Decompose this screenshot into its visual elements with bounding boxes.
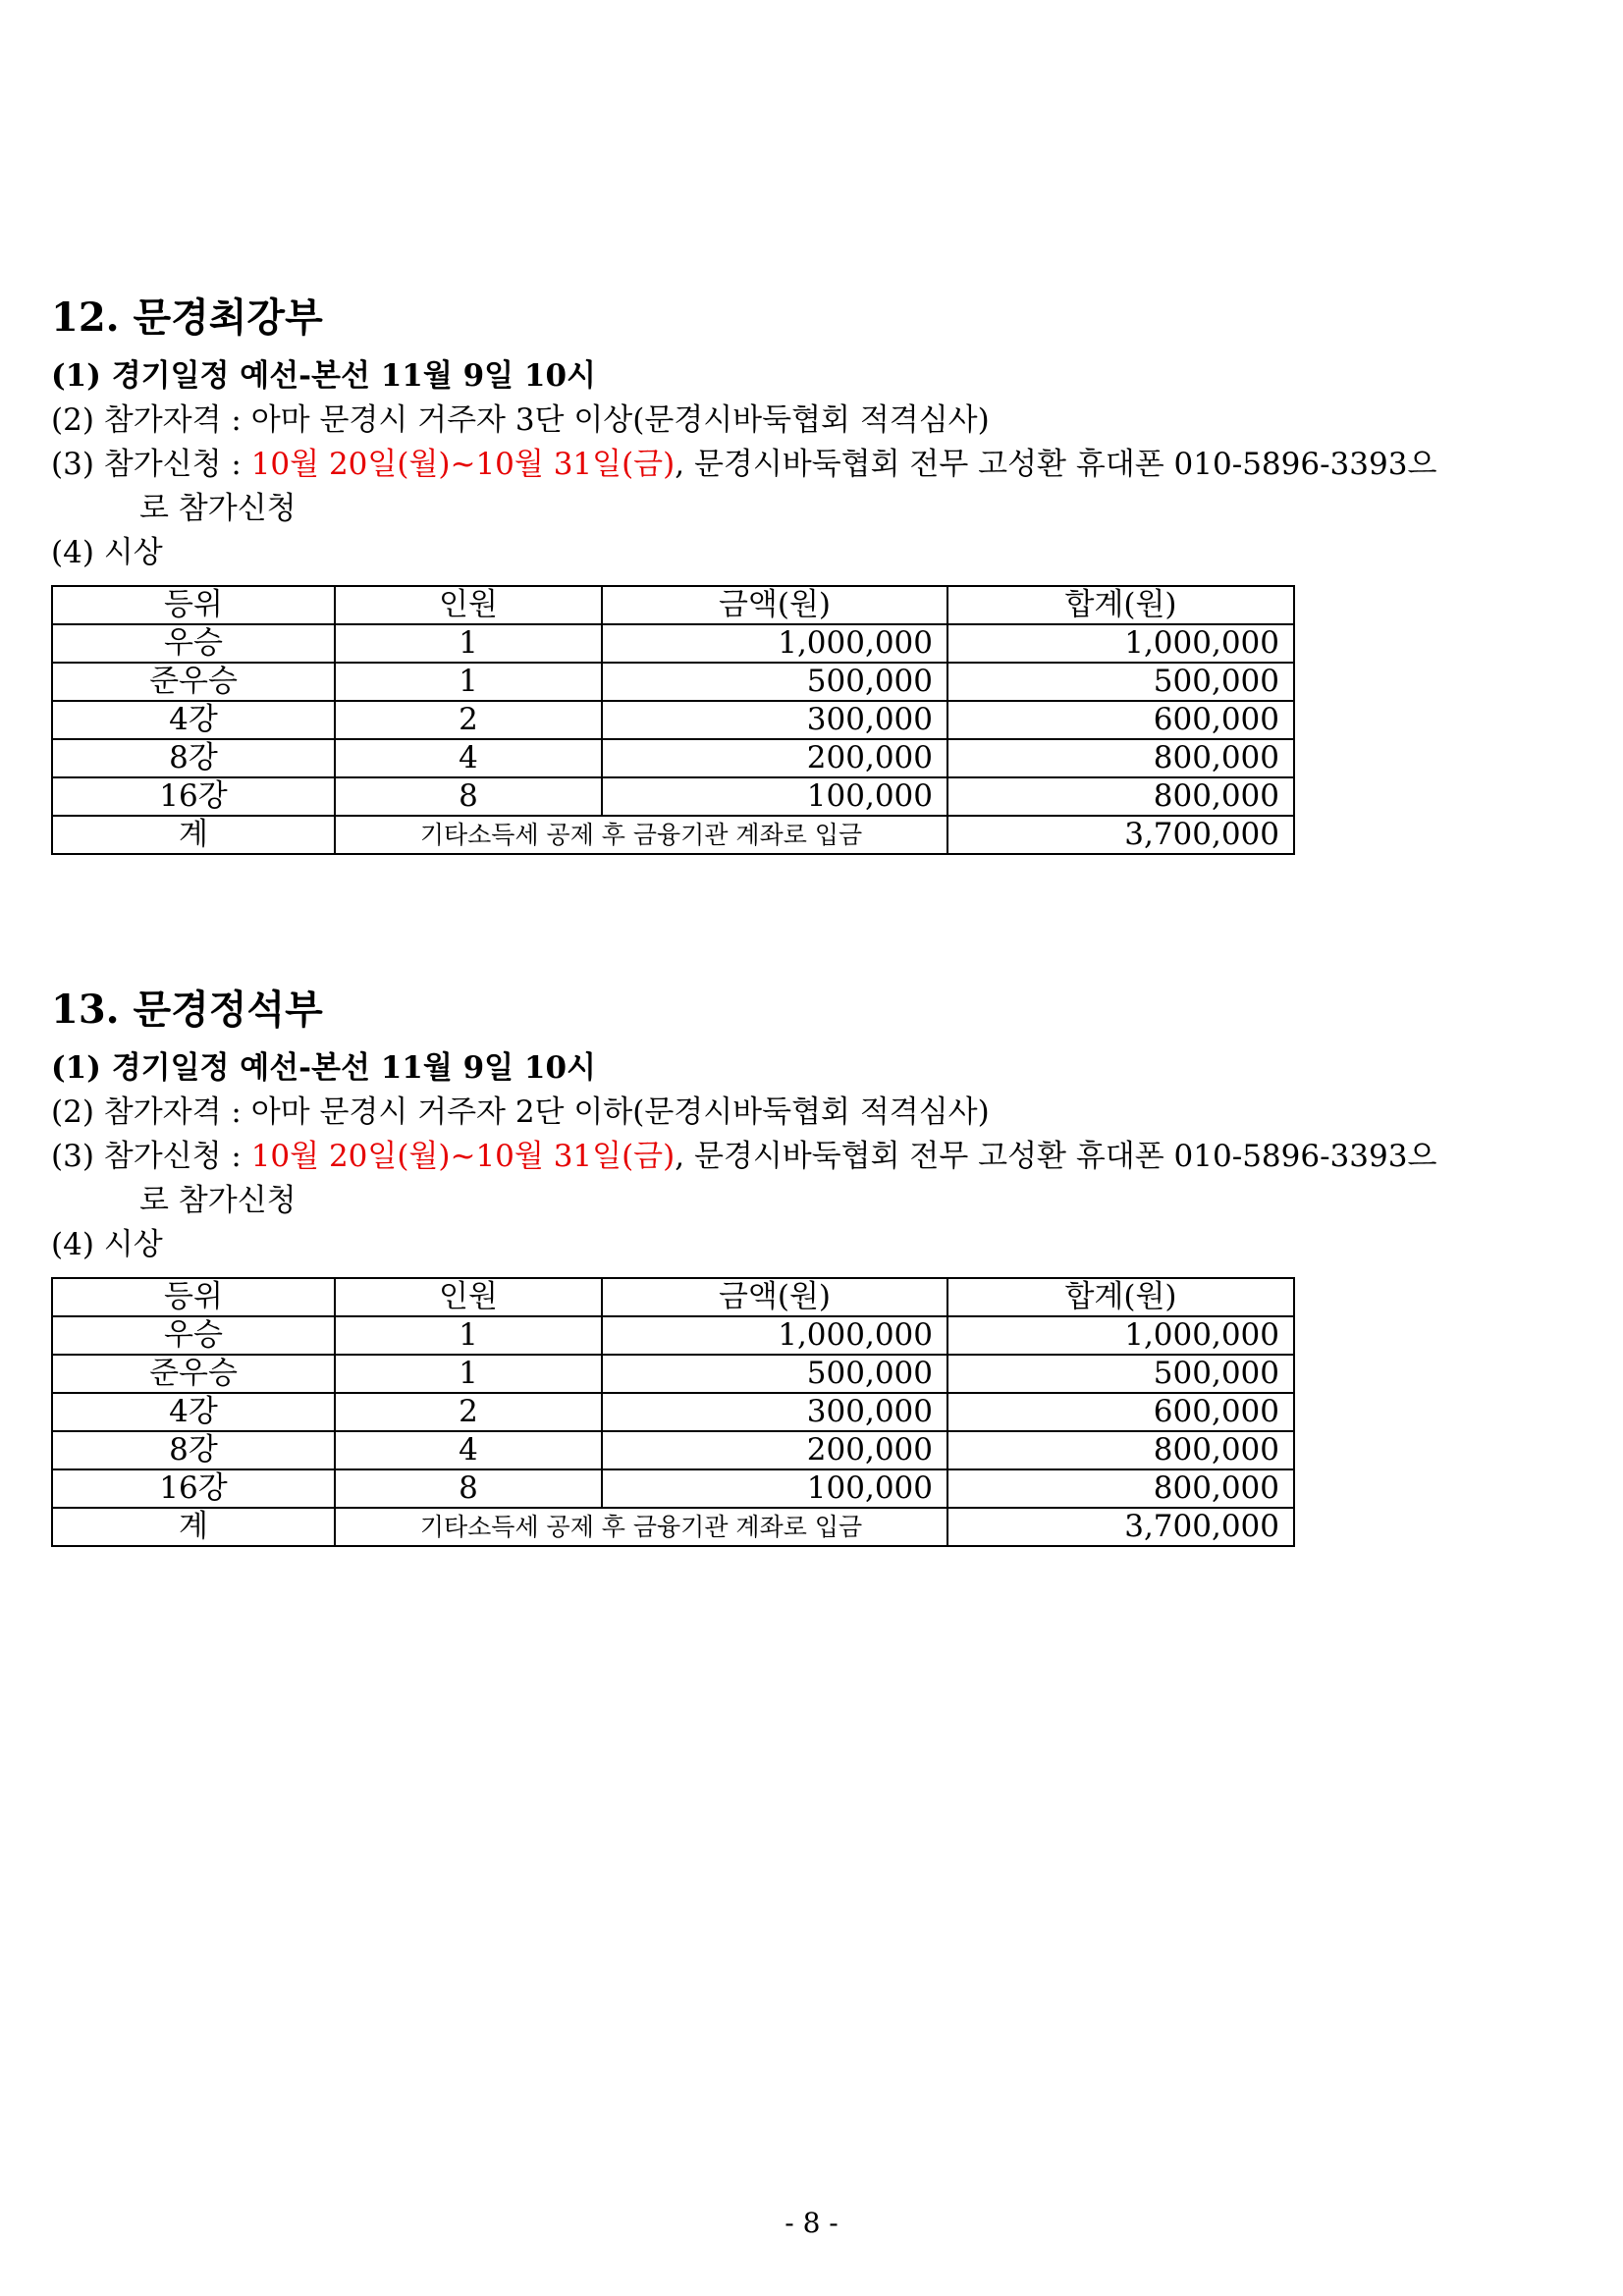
application-line (51, 1135, 1563, 1179)
cell-count: 4 (335, 739, 602, 777)
cell-amount: 300,000 (602, 701, 947, 739)
sum-label: 계 (52, 816, 335, 854)
table-row (52, 624, 1294, 663)
table-header-row (52, 586, 1294, 624)
application-prefix: (3) 참가신청 : (51, 1139, 251, 1174)
application-continuation: 로 참가신청 (139, 491, 297, 526)
cell-count: 4 (335, 1431, 602, 1469)
cell-rank: 우승 (52, 624, 335, 663)
table-row (52, 1393, 1294, 1431)
cell-amount: 500,000 (602, 663, 947, 701)
sum-total: 3,700,000 (947, 1508, 1294, 1546)
schedule-line: (1) 경기일정 예선-본선 11월 9일 10시 (51, 358, 596, 394)
table-sum-row (52, 1508, 1294, 1546)
cell-rank: 준우승 (52, 1355, 335, 1393)
header-amount: 금액(원) (602, 1278, 947, 1316)
cell-rank: 16강 (52, 1469, 335, 1508)
table-row (52, 1469, 1294, 1508)
table-row (52, 777, 1294, 816)
cell-count: 8 (335, 1469, 602, 1508)
qualification-line: (2) 참가자격 : 아마 문경시 거주자 3단 이상(문경시바둑협회 적격심사) (51, 402, 990, 438)
cell-count: 1 (335, 624, 602, 663)
cell-count: 1 (335, 1316, 602, 1355)
cell-rank: 4강 (52, 701, 335, 739)
cell-count: 1 (335, 1355, 602, 1393)
cell-total: 1,000,000 (947, 1316, 1294, 1355)
sum-label: 계 (52, 1508, 335, 1546)
cell-total: 500,000 (947, 1355, 1294, 1393)
cell-rank: 4강 (52, 1393, 335, 1431)
cell-total: 800,000 (947, 777, 1294, 816)
cell-total: 800,000 (947, 1431, 1294, 1469)
cell-amount: 1,000,000 (602, 624, 947, 663)
cell-amount: 300,000 (602, 1393, 947, 1431)
sum-note: 기타소득세 공제 후 금융기관 계좌로 입금 (335, 816, 947, 854)
table-row (52, 1355, 1294, 1393)
cell-total: 800,000 (947, 1469, 1294, 1508)
cell-amount: 200,000 (602, 1431, 947, 1469)
section-13 (51, 982, 1563, 1547)
cell-rank: 준우승 (52, 663, 335, 701)
cell-rank: 16강 (52, 777, 335, 816)
qualification-line: (2) 참가자격 : 아마 문경시 거주자 2단 이하(문경시바둑협회 적격심사) (51, 1095, 990, 1130)
application-suffix: , 문경시바둑협회 전무 고성환 휴대폰 010-5896-3393으 (675, 1139, 1437, 1174)
awards-label: (4) 시상 (51, 535, 163, 570)
prize-table (51, 1277, 1295, 1547)
section-12 (51, 290, 1563, 855)
table-row (52, 1316, 1294, 1355)
cell-count: 8 (335, 777, 602, 816)
cell-rank: 8강 (52, 1431, 335, 1469)
cell-amount: 100,000 (602, 1469, 947, 1508)
table-sum-row (52, 816, 1294, 854)
application-continuation: 로 참가신청 (139, 1183, 297, 1218)
table-row (52, 1431, 1294, 1469)
application-line (51, 443, 1563, 487)
table-row (52, 663, 1294, 701)
cell-amount: 1,000,000 (602, 1316, 947, 1355)
header-count: 인원 (335, 1278, 602, 1316)
section-title: 13. 문경정석부 (51, 987, 323, 1033)
sum-note: 기타소득세 공제 후 금융기관 계좌로 입금 (335, 1508, 947, 1546)
section-title: 12. 문경최강부 (51, 294, 323, 341)
cell-total: 500,000 (947, 663, 1294, 701)
application-dates: 10월 20일(월)~10월 31일(금) (250, 447, 676, 482)
cell-amount: 500,000 (602, 1355, 947, 1393)
page-number: - 8 - (784, 2207, 839, 2239)
header-rank: 등위 (52, 1278, 335, 1316)
header-total: 합계(원) (947, 586, 1294, 624)
cell-count: 2 (335, 701, 602, 739)
table-row (52, 739, 1294, 777)
cell-total: 1,000,000 (947, 624, 1294, 663)
application-suffix: , 문경시바둑협회 전무 고성환 휴대폰 010-5896-3393으 (675, 447, 1437, 482)
header-total: 합계(원) (947, 1278, 1294, 1316)
cell-rank: 8강 (52, 739, 335, 777)
awards-label: (4) 시상 (51, 1227, 163, 1262)
sum-total: 3,700,000 (947, 816, 1294, 854)
table-row (52, 701, 1294, 739)
cell-amount: 100,000 (602, 777, 947, 816)
cell-count: 2 (335, 1393, 602, 1431)
prize-table (51, 585, 1295, 855)
header-amount: 금액(원) (602, 586, 947, 624)
cell-total: 600,000 (947, 1393, 1294, 1431)
cell-count: 1 (335, 663, 602, 701)
table-header-row (52, 1278, 1294, 1316)
header-count: 인원 (335, 586, 602, 624)
cell-amount: 200,000 (602, 739, 947, 777)
cell-rank: 우승 (52, 1316, 335, 1355)
schedule-line: (1) 경기일정 예선-본선 11월 9일 10시 (51, 1050, 596, 1086)
application-dates: 10월 20일(월)~10월 31일(금) (250, 1139, 676, 1174)
header-rank: 등위 (52, 586, 335, 624)
application-prefix: (3) 참가신청 : (51, 447, 251, 482)
cell-total: 600,000 (947, 701, 1294, 739)
cell-total: 800,000 (947, 739, 1294, 777)
